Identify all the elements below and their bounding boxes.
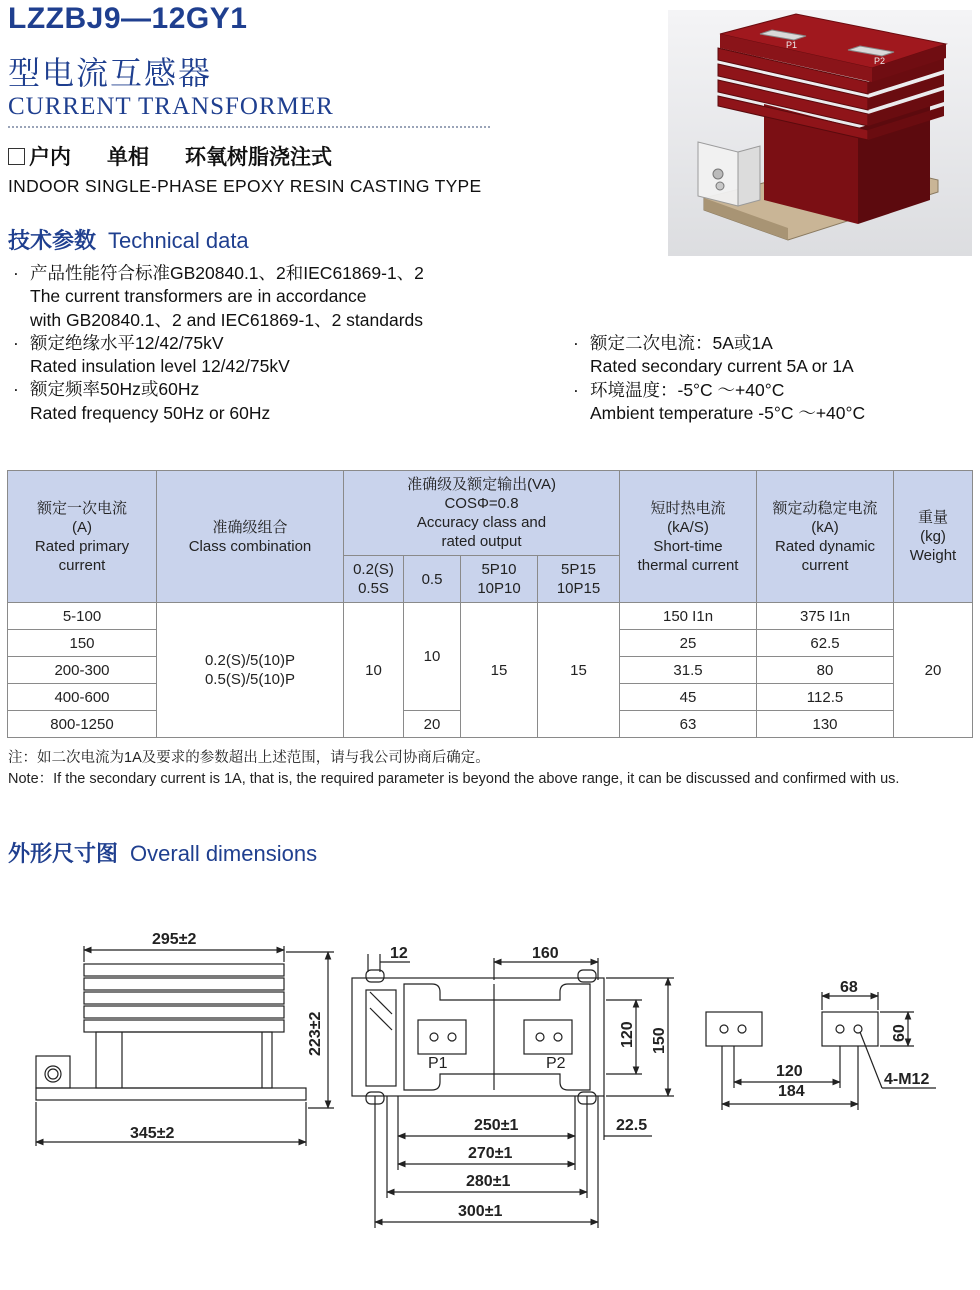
- cell-dynamic: 375 I1n: [757, 603, 894, 630]
- photo-label-p1: P1: [786, 40, 798, 50]
- tech-item: · 产品性能符合标准GB20840.1、2和IEC61869-1、2 The current transformers are in accordance with GB20840.1、2 and IEC61869-1、2 standards: [8, 262, 568, 332]
- cell-weight: 20: [894, 603, 973, 738]
- tech-item-cn: 额定频率50Hz或60Hz: [30, 379, 200, 400]
- type-indoor: 户内: [29, 146, 71, 169]
- dim-top-12: 12: [390, 945, 408, 962]
- tech-list-right: [568, 332, 968, 425]
- cell-dynamic: 62.5: [757, 630, 894, 657]
- product-title-cn: 型电流互感器: [8, 55, 213, 91]
- terminal-view: [706, 992, 936, 1110]
- dim-term-184: 184: [778, 1083, 805, 1100]
- tech-item-cn: 环境温度：-5°C ～+40°C: [590, 379, 785, 400]
- tech-item-en: Rated insulation level 12/42/75kV: [30, 356, 290, 377]
- header-sub-05: 0.5: [404, 556, 461, 603]
- dotted-divider: [8, 126, 490, 128]
- tech-item-en: Ambient temperature -5°C ～+40°C: [590, 402, 866, 423]
- cell-out-05: 20: [404, 711, 461, 738]
- type-line-cn: [8, 141, 332, 171]
- dim-side-height: 223±2: [307, 1011, 324, 1056]
- dim-side-width-top: 295±2: [152, 931, 197, 948]
- dim-top-280: 280±1: [466, 1173, 511, 1190]
- tech-item-cn: 产品性能符合标准GB20840.1、2和IEC61869-1、2: [30, 263, 424, 283]
- cell-dynamic: 112.5: [757, 684, 894, 711]
- top-view: [352, 954, 674, 1228]
- tech-item-cn: 额定二次电流：5A或1A: [590, 333, 773, 353]
- cell-dynamic: 130: [757, 711, 894, 738]
- dim-top-250: 250±1: [474, 1117, 519, 1134]
- tech-item: · 额定二次电流：5A或1A Rated secondary current 5A or 1A: [568, 332, 968, 379]
- dim-term-60: 60: [891, 1024, 908, 1042]
- dim-top-300: 300±1: [458, 1203, 503, 1220]
- dim-term-120: 120: [776, 1063, 803, 1080]
- tech-item-en: Rated secondary current 5A or 1A: [590, 356, 854, 377]
- tech-title-en: Technical data: [108, 228, 249, 253]
- dimension-drawing: [0, 880, 980, 1280]
- tech-item-en: The current transformers are in accordance: [30, 286, 367, 307]
- type-single-phase: 单相: [107, 146, 149, 169]
- cell-thermal: 45: [620, 684, 757, 711]
- tech-item: · 额定频率50Hz或60Hz Rated frequency 50Hz or 60Hz: [8, 378, 568, 425]
- header-sub-02s: 0.2(S) 0.5S: [344, 556, 404, 603]
- dim-top-120: 120: [619, 1021, 636, 1048]
- cell-out-02: 10: [344, 603, 404, 738]
- cell-out-5p10: 15: [461, 603, 538, 738]
- type-epoxy: 环氧树脂浇注式: [185, 146, 332, 169]
- cell-thermal: 63: [620, 711, 757, 738]
- label-p1: P1: [428, 1055, 448, 1072]
- header-sub-5p15: 5P15 10P15: [538, 556, 620, 603]
- tech-item-en: with GB20840.1、2 and IEC61869-1、2 standards: [30, 309, 424, 330]
- header-thermal-current: 短时热电流 (kA/S) Short-time thermal current: [620, 471, 757, 603]
- header-sub-5p10: 5P10 10P10: [461, 556, 538, 603]
- cell-out-5p15: 15: [538, 603, 620, 738]
- tech-item: · 额定绝缘水平12/42/75kV Rated insulation level 12/42/75kV: [8, 332, 568, 379]
- dimension-svg: [0, 880, 980, 1280]
- cell-primary: 800-1250: [8, 711, 157, 738]
- tech-title-cn: 技术参数: [8, 228, 97, 253]
- tech-section-title: [8, 224, 249, 255]
- side-view: [36, 946, 334, 1146]
- header-class-combination: 准确级组合 Class combination: [157, 471, 344, 603]
- cell-class: 0.2(S)/5(10)P 0.5(S)/5(10)P: [157, 603, 344, 738]
- header-primary-current: 额定一次电流 (A) Rated primary current: [8, 471, 157, 603]
- note-en: Note：If the secondary current is 1A, that is, the required parameter is beyond the above range, it can be discussed and confirmed with us.: [8, 771, 900, 787]
- dims-title-en: Overall dimensions: [130, 841, 318, 866]
- type-line-en: INDOOR SINGLE-PHASE EPOXY RESIN CASTING TYPE: [8, 176, 482, 196]
- header-accuracy-output: 准确级及额定输出(VA) COSΦ=0.8 Accuracy class and rated output: [344, 471, 620, 556]
- cell-thermal: 150 I1n: [620, 603, 757, 630]
- tech-item-en: Rated frequency 50Hz or 60Hz: [30, 402, 271, 423]
- dim-side-width-bottom: 345±2: [130, 1125, 175, 1142]
- cell-out-05: 10: [404, 603, 461, 711]
- note-cn: 注：如二次电流为1A及要求的参数超出上述范围，请与我公司协商后确定。: [8, 750, 490, 766]
- product-title-en: CURRENT TRANSFORMER: [8, 93, 334, 120]
- header-weight: 重量 (kg) Weight: [894, 471, 973, 603]
- dim-top-150: 150: [651, 1027, 668, 1054]
- cell-primary: 150: [8, 630, 157, 657]
- note: [8, 748, 973, 790]
- tech-list-left: [8, 262, 568, 425]
- dim-top-22: 22.5: [616, 1117, 648, 1134]
- cell-primary: 200-300: [8, 657, 157, 684]
- cell-dynamic: 80: [757, 657, 894, 684]
- header-dynamic-current: 额定动稳定电流 (kA) Rated dynamic current: [757, 471, 894, 603]
- cell-thermal: 25: [620, 630, 757, 657]
- table-row: [8, 603, 973, 630]
- model-number: LZZBJ9—12GY1: [8, 2, 248, 35]
- cell-primary: 5-100: [8, 603, 157, 630]
- transformer-image: [668, 10, 972, 256]
- dim-term-68: 68: [840, 979, 858, 996]
- dims-title-cn: 外形尺寸图: [8, 841, 119, 866]
- photo-label-p2: P2: [874, 56, 886, 66]
- checkbox-icon: [8, 148, 25, 165]
- label-p2: P2: [546, 1055, 566, 1072]
- dim-top-270: 270±1: [468, 1145, 513, 1162]
- spec-table: [7, 470, 973, 738]
- dim-top-160: 160: [532, 945, 559, 962]
- product-photo: [668, 10, 972, 256]
- tech-item-cn: 额定绝缘水平12/42/75kV: [30, 332, 224, 353]
- tech-item: · 环境温度：-5°C ～+40°C Ambient temperature -5°C ～+40°C: [568, 379, 968, 426]
- dims-section-title: [8, 837, 317, 868]
- dim-term-bolt: 4-M12: [884, 1071, 930, 1088]
- cell-thermal: 31.5: [620, 657, 757, 684]
- cell-primary: 400-600: [8, 684, 157, 711]
